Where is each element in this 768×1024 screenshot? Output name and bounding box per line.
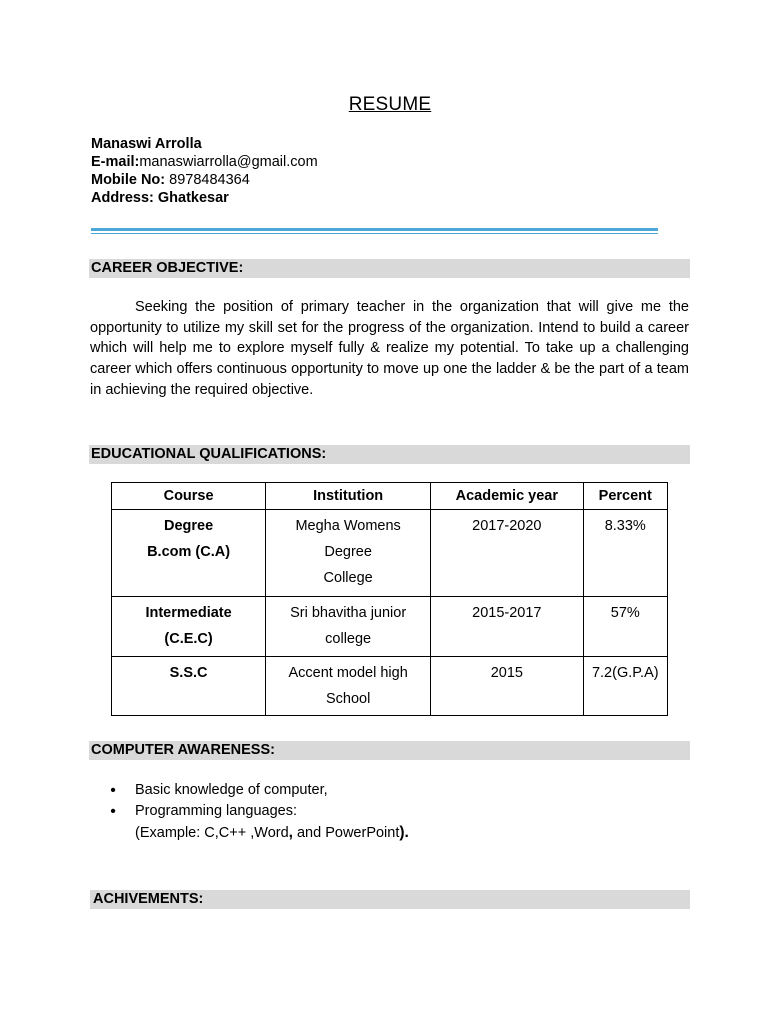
section-title: COMPUTER AWARENESS:	[91, 742, 275, 758]
example-end: ).	[399, 824, 409, 841]
course-cell	[112, 510, 266, 597]
course-line: (C.E.C)	[164, 631, 213, 647]
example-comma: ,	[288, 824, 293, 841]
computer-awareness-list	[91, 780, 409, 844]
section-header-career-objective	[89, 259, 690, 278]
institution-line: Degree	[324, 544, 372, 560]
resume-title: RESUME	[348, 94, 432, 115]
institution-cell	[266, 510, 431, 597]
institution-line: Sri bhavitha junior	[290, 605, 407, 621]
course-line: Degree	[163, 518, 214, 534]
percent-cell: 57%	[583, 597, 667, 657]
course-line: B.com (C.A)	[147, 544, 231, 560]
course-cell	[112, 657, 266, 716]
bullet-icon: •	[110, 782, 116, 799]
year-cell: 2017-2020	[431, 510, 583, 597]
header-divider-thick	[91, 228, 658, 231]
bullet-icon: •	[110, 803, 116, 820]
education-table	[111, 482, 668, 716]
percent-cell: 8.33%	[583, 510, 667, 597]
list-item	[91, 780, 409, 801]
list-item-text: Basic knowledge of computer,	[135, 782, 328, 798]
table-header-row	[112, 483, 668, 510]
career-objective-text: Seeking the position of primary teacher in the organization that will give me the opportunity to utilize my skill set for the progress of the organization. Intend to build a career which will help me to explore myself fully & realize my potential. To take up a challenging career which offers continuous opportunity to move up one the ladder & be the part of a team in achieving the required objective.	[90, 299, 689, 398]
institution-cell	[266, 597, 431, 657]
section-header-achievements	[90, 890, 690, 909]
mobile-line	[91, 171, 318, 189]
section-title: ACHIVEMENTS:	[93, 891, 204, 907]
institution-line: School	[325, 691, 371, 707]
course-cell	[112, 597, 266, 657]
contact-block	[91, 135, 318, 207]
column-header-institution: Institution	[266, 483, 431, 510]
email-line	[91, 153, 318, 171]
institution-line: Accent model high	[288, 665, 408, 681]
course-line: Intermediate	[145, 605, 232, 621]
year-cell: 2015	[431, 657, 583, 716]
example-text: and PowerPoint	[292, 825, 400, 841]
table-row	[112, 597, 668, 657]
mobile-value: 8978484364	[165, 172, 250, 188]
section-title: EDUCATIONAL QUALIFICATIONS:	[91, 446, 327, 462]
email-value: manaswiarrolla@gmail.com	[139, 154, 318, 170]
institution-cell	[266, 657, 431, 716]
mobile-label: Mobile No:	[91, 172, 166, 188]
section-header-educational-qualifications	[89, 445, 690, 464]
list-item	[91, 801, 409, 822]
example-text: (Example: C,C++ ,Word	[135, 825, 289, 841]
column-header-course: Course	[112, 483, 266, 510]
institution-line: college	[325, 631, 372, 647]
table-row	[112, 510, 668, 597]
institution-line: Megha Womens	[295, 518, 401, 534]
candidate-name: Manaswi Arrolla	[91, 136, 202, 152]
list-item-continuation	[91, 822, 409, 844]
column-header-percent: Percent	[583, 483, 667, 510]
list-item-text: Programming languages:	[135, 803, 298, 819]
section-header-computer-awareness	[89, 741, 690, 760]
institution-line: College	[323, 570, 373, 586]
header-divider-thin	[91, 233, 658, 234]
email-label: E-mail:	[91, 154, 140, 170]
table-row	[112, 657, 668, 716]
course-line: S.S.C	[169, 665, 208, 681]
address-line: Address: Ghatkesar	[91, 190, 229, 206]
column-header-academic-year: Academic year	[431, 483, 583, 510]
year-cell: 2015-2017	[431, 597, 583, 657]
section-title: CAREER OBJECTIVE:	[91, 260, 244, 276]
percent-cell: 7.2(G.P.A)	[583, 657, 667, 716]
